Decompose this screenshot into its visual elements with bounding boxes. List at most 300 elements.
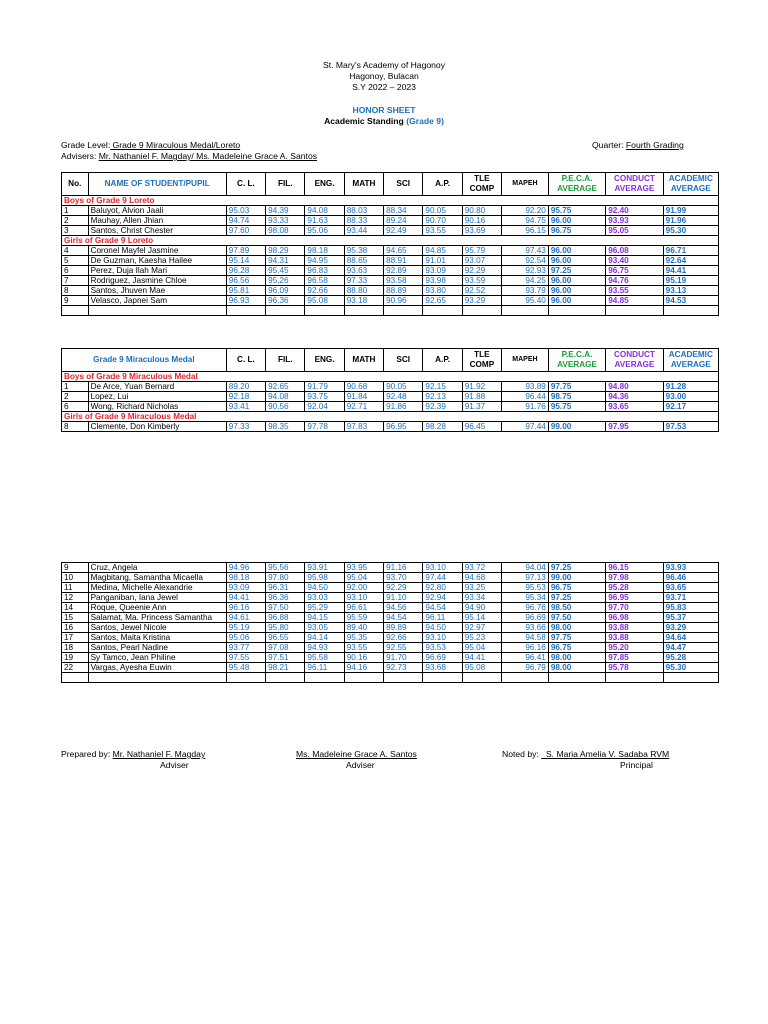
grade-cl: 94.41 xyxy=(226,593,265,603)
table-row xyxy=(62,402,719,412)
col-academic: ACADEMIC AVERAGE xyxy=(663,173,718,196)
grade-fil: 95.56 xyxy=(266,563,305,573)
academic-average: 93.93 xyxy=(663,563,718,573)
table-row xyxy=(62,663,719,673)
grade-ap: 92.80 xyxy=(423,583,462,593)
grade-fil: 97.51 xyxy=(266,653,305,663)
grade-fil: 98.29 xyxy=(266,246,305,256)
student-no: 11 xyxy=(62,583,89,593)
quarter-label: Quarter: xyxy=(592,140,626,150)
table-row xyxy=(62,296,719,306)
grade-math: 95.38 xyxy=(344,246,383,256)
col-cl: C. L. xyxy=(226,349,265,372)
subtitle-grade: (Grade 9) xyxy=(406,116,444,126)
grade-tle: 96.45 xyxy=(462,422,501,432)
noted-by xyxy=(502,749,669,759)
conduct-average: 93.88 xyxy=(606,623,663,633)
peca-average: 97.25 xyxy=(548,563,605,573)
conduct-average: 96.98 xyxy=(606,613,663,623)
peca-average: 99.00 xyxy=(548,422,605,432)
grade-mapeh: 96.76 xyxy=(502,603,549,613)
student-name: De Guzman, Kaesha Hailee xyxy=(88,256,226,266)
grade-mapeh: 92.54 xyxy=(502,256,549,266)
col-ap: A.P. xyxy=(423,349,462,372)
col-ap: A.P. xyxy=(423,173,462,196)
col-sci: SCI xyxy=(384,349,423,372)
second-adviser-name: Ms. Madeleine Grace A. Santos xyxy=(296,749,417,759)
noted-role: Principal xyxy=(620,760,653,770)
table-row xyxy=(62,286,719,296)
grade-eng: 95.29 xyxy=(305,603,344,613)
grade-cl: 94.61 xyxy=(226,613,265,623)
grade-mapeh: 91.76 xyxy=(502,402,549,412)
grade-fil: 97.80 xyxy=(266,573,305,583)
grade-sci: 91.16 xyxy=(384,563,423,573)
conduct-average: 97.95 xyxy=(606,422,663,432)
grade-cl: 97.60 xyxy=(226,226,265,236)
grade-ap: 94.50 xyxy=(423,623,462,633)
table-row xyxy=(62,266,719,276)
grade-sci: 89.24 xyxy=(384,216,423,226)
grade-fil: 92.65 xyxy=(266,382,305,392)
grade-eng: 95.08 xyxy=(305,296,344,306)
school-year: S.Y 2022 – 2023 xyxy=(352,82,416,92)
grade-sci: 88.91 xyxy=(384,256,423,266)
student-no: 14 xyxy=(62,603,89,613)
grade-mapeh: 95.53 xyxy=(502,583,549,593)
student-name: Magbitang, Samantha Micaella xyxy=(88,573,226,583)
grade-cl: 95.14 xyxy=(226,256,265,266)
grade-sci: 91.70 xyxy=(384,653,423,663)
grade-math: 93.10 xyxy=(344,593,383,603)
grade-tle: 92.97 xyxy=(462,623,501,633)
grade-fil: 90.56 xyxy=(266,402,305,412)
table-row xyxy=(62,563,719,573)
grade-tle: 92.52 xyxy=(462,286,501,296)
table-row xyxy=(62,256,719,266)
grade-eng: 93.91 xyxy=(305,563,344,573)
col-tle: TLE COMP xyxy=(462,173,501,196)
grade-mapeh: 97.43 xyxy=(502,246,549,256)
group-row xyxy=(62,236,719,246)
col-mapeh: MAPEH xyxy=(502,349,549,372)
academic-average: 94.41 xyxy=(663,266,718,276)
grade-mapeh: 95.40 xyxy=(502,296,549,306)
peca-average: 95.75 xyxy=(548,206,605,216)
grade-sci: 89.89 xyxy=(384,623,423,633)
advisers-label: Advisers: xyxy=(61,151,99,161)
grade-fil: 96.36 xyxy=(266,296,305,306)
grade-math: 93.55 xyxy=(344,643,383,653)
page-subtitle xyxy=(0,116,768,126)
continued-table xyxy=(61,562,719,683)
student-no: 18 xyxy=(62,643,89,653)
table-row xyxy=(62,382,719,392)
noted-name: S. Maria Amelia V. Sadaba RVM xyxy=(541,749,670,759)
table-row xyxy=(62,573,719,583)
grade-tle: 91.37 xyxy=(462,402,501,412)
group-row xyxy=(62,196,719,206)
grade-tle: 93.34 xyxy=(462,593,501,603)
grade-eng: 94.14 xyxy=(305,633,344,643)
grade-tle: 91.88 xyxy=(462,392,501,402)
peca-average: 96.75 xyxy=(548,643,605,653)
academic-average: 95.30 xyxy=(663,226,718,236)
academic-average: 95.37 xyxy=(663,613,718,623)
grade-cl: 94.96 xyxy=(226,563,265,573)
prepared-label: Prepared by: xyxy=(61,749,113,759)
grade-eng: 94.08 xyxy=(305,206,344,216)
grade-ap: 93.55 xyxy=(423,226,462,236)
col-sci: SCI xyxy=(384,173,423,196)
student-no: 6 xyxy=(62,266,89,276)
grade-eng: 91.79 xyxy=(305,382,344,392)
grade-fil: 94.08 xyxy=(266,392,305,402)
loreto-table xyxy=(61,172,719,316)
group-label: Girls of Grade 9 Miraculous Medal xyxy=(62,412,719,422)
student-no: 12 xyxy=(62,593,89,603)
group-row xyxy=(62,372,719,382)
grade-math: 91.84 xyxy=(344,392,383,402)
grade-mapeh: 92.93 xyxy=(502,266,549,276)
grade-tle: 90.16 xyxy=(462,216,501,226)
student-no: 6 xyxy=(62,402,89,412)
grade-eng: 95.58 xyxy=(305,653,344,663)
grade-math: 93.95 xyxy=(344,563,383,573)
academic-average: 95.83 xyxy=(663,603,718,613)
grade-ap: 92.94 xyxy=(423,593,462,603)
table-row xyxy=(62,276,719,286)
grade-math: 89.40 xyxy=(344,623,383,633)
student-name: Baluyot, Alvion Jaali xyxy=(88,206,226,216)
student-no: 15 xyxy=(62,613,89,623)
grade-ap: 90.70 xyxy=(423,216,462,226)
col-math: MATH xyxy=(344,173,383,196)
table-row xyxy=(62,643,719,653)
grade-mapeh: 96.69 xyxy=(502,613,549,623)
grade-mapeh: 93.79 xyxy=(502,286,549,296)
grade-tle: 94.68 xyxy=(462,573,501,583)
grade-math: 95.59 xyxy=(344,613,383,623)
conduct-average: 94.85 xyxy=(606,296,663,306)
conduct-average: 92.40 xyxy=(606,206,663,216)
grade-fil: 93.33 xyxy=(266,216,305,226)
grade-math: 88.65 xyxy=(344,256,383,266)
student-name: Wong, Richard Nicholas xyxy=(88,402,226,412)
grade-math: 97.83 xyxy=(344,422,383,432)
grade-sci: 92.73 xyxy=(384,663,423,673)
grade-cl: 98.18 xyxy=(226,573,265,583)
peca-average: 97.25 xyxy=(548,593,605,603)
academic-average: 91.96 xyxy=(663,216,718,226)
student-name: Perez, Duja Ilah Mari xyxy=(88,266,226,276)
conduct-average: 94.76 xyxy=(606,276,663,286)
grade-cl: 95.19 xyxy=(226,623,265,633)
student-name: De Arce, Yuan Bernard xyxy=(88,382,226,392)
peca-average: 99.00 xyxy=(548,573,605,583)
col-eng: ENG. xyxy=(305,349,344,372)
grade-math: 93.44 xyxy=(344,226,383,236)
grade-eng: 96.58 xyxy=(305,276,344,286)
conduct-average: 95.28 xyxy=(606,583,663,593)
grade-eng: 92.04 xyxy=(305,402,344,412)
academic-average: 93.71 xyxy=(663,593,718,603)
grade-mapeh: 93.89 xyxy=(502,382,549,392)
grade-sci: 94.56 xyxy=(384,603,423,613)
conduct-average: 97.98 xyxy=(606,573,663,583)
conduct-average: 93.55 xyxy=(606,286,663,296)
grade-eng: 94.15 xyxy=(305,613,344,623)
grade-ap: 91.01 xyxy=(423,256,462,266)
grade-tle: 95.79 xyxy=(462,246,501,256)
col-conduct: CONDUCT AVERAGE xyxy=(606,173,663,196)
grade-tle: 92.29 xyxy=(462,266,501,276)
grade-fil: 98.35 xyxy=(266,422,305,432)
academic-average: 95.19 xyxy=(663,276,718,286)
table-row xyxy=(62,593,719,603)
grade-cl: 93.09 xyxy=(226,583,265,593)
grade-eng: 93.75 xyxy=(305,392,344,402)
academic-average: 94.53 xyxy=(663,296,718,306)
grade-eng: 95.06 xyxy=(305,226,344,236)
grade-eng: 94.95 xyxy=(305,256,344,266)
grade-fil: 96.31 xyxy=(266,583,305,593)
conduct-average: 96.08 xyxy=(606,246,663,256)
conduct-average: 97.85 xyxy=(606,653,663,663)
grade-eng: 97.78 xyxy=(305,422,344,432)
student-no: 7 xyxy=(62,276,89,286)
academic-average: 91.28 xyxy=(663,382,718,392)
peca-average: 97.25 xyxy=(548,266,605,276)
grade-tle: 94.90 xyxy=(462,603,501,613)
grade-fil: 94.31 xyxy=(266,256,305,266)
grade-tle: 93.25 xyxy=(462,583,501,593)
grade-cl: 97.55 xyxy=(226,653,265,663)
col-math: MATH xyxy=(344,349,383,372)
peca-average: 96.00 xyxy=(548,286,605,296)
table-row xyxy=(62,392,719,402)
student-name: Panganiban, Iana Jewel xyxy=(88,593,226,603)
student-name: Santos, Pearl Nadine xyxy=(88,643,226,653)
grade-eng: 91.63 xyxy=(305,216,344,226)
group-row xyxy=(62,412,719,422)
grade-eng: 94.50 xyxy=(305,583,344,593)
student-name: Cruz, Angela xyxy=(88,563,226,573)
col-no: No. xyxy=(62,173,89,196)
prepared-name: Mr. Nathaniel F. Magday xyxy=(112,749,206,759)
student-name: Lopez, Lui xyxy=(88,392,226,402)
grade-eng: 95.98 xyxy=(305,573,344,583)
student-name: Santos, Jhuven Mae xyxy=(88,286,226,296)
peca-average: 96.75 xyxy=(548,583,605,593)
student-name: Rodriguez, Jasmine Chloe xyxy=(88,276,226,286)
col-cl: C. L. xyxy=(226,173,265,196)
grade-sci: 94.65 xyxy=(384,246,423,256)
grade-cl: 97.89 xyxy=(226,246,265,256)
grade-fil: 98.21 xyxy=(266,663,305,673)
grade-ap: 93.53 xyxy=(423,643,462,653)
student-name: Mauhay, Allen Jhian xyxy=(88,216,226,226)
grade-tle: 95.08 xyxy=(462,663,501,673)
grade-math: 90.16 xyxy=(344,653,383,663)
grade-math: 93.63 xyxy=(344,266,383,276)
grade-level-label: Grade Level: xyxy=(61,140,111,150)
grade-level-value: Grade 9 Miraculous Medal/Loreto xyxy=(110,140,241,150)
blank-row xyxy=(62,306,719,316)
col-eng: ENG. xyxy=(305,173,344,196)
grade-mapeh: 94.25 xyxy=(502,276,549,286)
grade-ap: 96.11 xyxy=(423,613,462,623)
grade-tle: 95.14 xyxy=(462,613,501,623)
second-adviser-role: Adviser xyxy=(346,760,375,770)
table-row xyxy=(62,613,719,623)
grade-cl: 93.41 xyxy=(226,402,265,412)
grade-fil: 98.08 xyxy=(266,226,305,236)
grade-cl: 96.93 xyxy=(226,296,265,306)
peca-average: 98.50 xyxy=(548,603,605,613)
academic-average: 93.29 xyxy=(663,623,718,633)
grade-mapeh: 92.20 xyxy=(502,206,549,216)
grade-fil: 96.55 xyxy=(266,633,305,643)
grade-sci: 92.48 xyxy=(384,392,423,402)
grade-sci: 93.70 xyxy=(384,573,423,583)
grade-fil: 96.09 xyxy=(266,286,305,296)
grade-mapeh: 96.79 xyxy=(502,663,549,673)
student-name: Clemente, Don Kimberly xyxy=(88,422,226,432)
grade-eng: 98.18 xyxy=(305,246,344,256)
grade-cl: 94.74 xyxy=(226,216,265,226)
conduct-average: 93.93 xyxy=(606,216,663,226)
col-name: NAME OF STUDENT/PUPIL xyxy=(88,173,226,196)
grade-tle: 91.92 xyxy=(462,382,501,392)
student-no: 9 xyxy=(62,563,89,573)
grade-mapeh: 96.15 xyxy=(502,226,549,236)
grade-eng: 96.11 xyxy=(305,663,344,673)
student-no: 2 xyxy=(62,392,89,402)
conduct-average: 96.15 xyxy=(606,563,663,573)
subtitle-text: Academic Standing xyxy=(324,116,407,126)
grade-eng: 94.93 xyxy=(305,643,344,653)
grade-cl: 96.16 xyxy=(226,603,265,613)
grade-tle: 93.07 xyxy=(462,256,501,266)
grade-tle: 94.41 xyxy=(462,653,501,663)
academic-average: 93.65 xyxy=(663,583,718,593)
prepared-role: Adviser xyxy=(160,760,189,770)
miraculous-medal-table xyxy=(61,348,719,432)
grade-tle: 95.04 xyxy=(462,643,501,653)
grade-cl: 96.28 xyxy=(226,266,265,276)
grade-ap: 94.54 xyxy=(423,603,462,613)
student-name: Santos, Maita Kristina xyxy=(88,633,226,643)
col-peca: P.E.C.A. AVERAGE xyxy=(548,173,605,196)
grade-math: 90.68 xyxy=(344,382,383,392)
academic-average: 94.47 xyxy=(663,643,718,653)
noted-label: Noted by: xyxy=(502,749,542,759)
table-row xyxy=(62,226,719,236)
student-name: Santos, Christ Chester xyxy=(88,226,226,236)
conduct-average: 97.70 xyxy=(606,603,663,613)
grade-fil: 95.45 xyxy=(266,266,305,276)
grade-ap: 93.10 xyxy=(423,633,462,643)
grade-cl: 92.18 xyxy=(226,392,265,402)
academic-average: 93.00 xyxy=(663,392,718,402)
student-name: Coronel Mayfel Jasmine xyxy=(88,246,226,256)
grade-math: 96.61 xyxy=(344,603,383,613)
academic-average: 97.53 xyxy=(663,422,718,432)
grade-mapeh: 94.58 xyxy=(502,633,549,643)
conduct-average: 95.78 xyxy=(606,663,663,673)
school-name: St. Mary's Academy of Hagonoy xyxy=(322,60,445,70)
grade-tle: 93.69 xyxy=(462,226,501,236)
grade-fil: 96.88 xyxy=(266,613,305,623)
table-row xyxy=(62,633,719,643)
grade-math: 88.80 xyxy=(344,286,383,296)
quarter xyxy=(592,140,684,150)
grade-math: 92.00 xyxy=(344,583,383,593)
academic-average: 92.17 xyxy=(663,402,718,412)
grade-fil: 97.08 xyxy=(266,643,305,653)
grade-sci: 92.49 xyxy=(384,226,423,236)
blank-row xyxy=(62,673,719,683)
grade-ap: 92.15 xyxy=(423,382,462,392)
group-label: Boys of Grade 9 Miraculous Medal xyxy=(62,372,719,382)
peca-average: 97.75 xyxy=(548,382,605,392)
conduct-average: 95.05 xyxy=(606,226,663,236)
student-name: Sy Tamco, Jean Philine xyxy=(88,653,226,663)
table-row xyxy=(62,583,719,593)
peca-average: 96.00 xyxy=(548,246,605,256)
peca-average: 96.00 xyxy=(548,216,605,226)
grade-eng: 96.83 xyxy=(305,266,344,276)
col-tle: TLE COMP xyxy=(462,349,501,372)
peca-average: 97.50 xyxy=(548,613,605,623)
school-location: Hagonoy, Bulacan xyxy=(349,71,419,81)
table-row xyxy=(62,653,719,663)
grade-mapeh: 97.44 xyxy=(502,422,549,432)
grade-fil: 95.80 xyxy=(266,623,305,633)
student-name: Salamat, Ma. Princess Samantha xyxy=(88,613,226,623)
student-no: 1 xyxy=(62,382,89,392)
student-no: 5 xyxy=(62,256,89,266)
grade-eng: 93.03 xyxy=(305,593,344,603)
grade-fil: 97.50 xyxy=(266,603,305,613)
grade-tle: 93.72 xyxy=(462,563,501,573)
grade-ap: 96.69 xyxy=(423,653,462,663)
student-name: Vargas, Ayesha Euwin xyxy=(88,663,226,673)
grade-sci: 92.29 xyxy=(384,583,423,593)
conduct-average: 95.20 xyxy=(606,643,663,653)
peca-average: 96.00 xyxy=(548,256,605,266)
peca-average: 96.00 xyxy=(548,276,605,286)
grade-mapeh: 96.16 xyxy=(502,643,549,653)
grade-ap: 98.28 xyxy=(423,422,462,432)
student-no: 8 xyxy=(62,422,89,432)
quarter-value: Fourth Grading xyxy=(625,140,684,150)
student-no: 17 xyxy=(62,633,89,643)
peca-average: 96.00 xyxy=(548,296,605,306)
academic-average: 91.99 xyxy=(663,206,718,216)
grade-cl: 95.81 xyxy=(226,286,265,296)
peca-average: 97.75 xyxy=(548,633,605,643)
advisers-value: Mr. Nathaniel F. Magday/ Ms. Madeleine Grace A. Santos xyxy=(98,151,318,161)
academic-average: 93.13 xyxy=(663,286,718,296)
page-title: HONOR SHEET xyxy=(352,105,416,115)
table-row xyxy=(62,623,719,633)
grade-cl: 89.20 xyxy=(226,382,265,392)
grade-math: 94.16 xyxy=(344,663,383,673)
col-mapeh: MAPEH xyxy=(502,173,549,196)
student-name: Medina, Michelle Alexandrie xyxy=(88,583,226,593)
